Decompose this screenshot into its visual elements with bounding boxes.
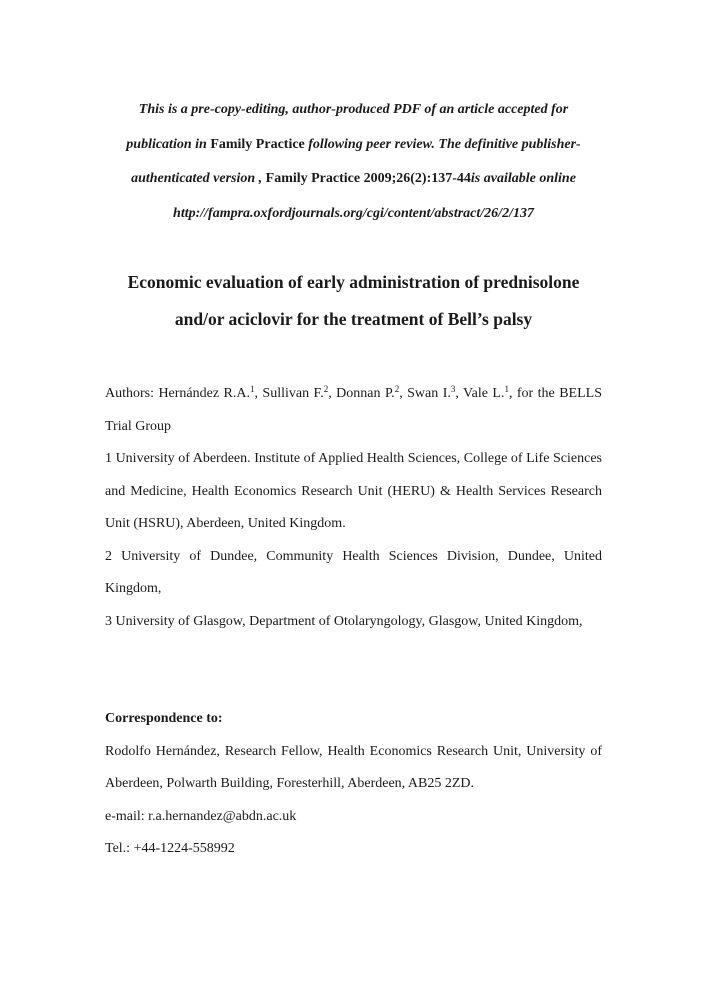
correspondence-address: Rodolfo Hernández, Research Fellow, Health Economics Research Unit, University of Aberdeen, Polwarth Building, Foresterhill, Aberdeen, AB25 2ZD. <box>105 743 602 791</box>
notice-text: This is a pre-copy-editing, author-produced PDF of an article accepted for <box>138 102 569 117</box>
title-line-2: and/or aciclovir for the treatment of Bell’s palsy <box>174 309 533 329</box>
authors-text: , Vale L. <box>455 386 505 401</box>
notice-line-3 <box>105 162 602 197</box>
authors-text: , Sullivan F. <box>254 386 324 401</box>
author-affiliation-superscript: 1 <box>249 384 255 394</box>
notice-text: publication in <box>126 136 211 152</box>
notice-text: following peer review. The definitive publisher- <box>304 136 581 152</box>
affiliation-2: 2 University of Dundee, Community Health Sciences Division, Dundee, United Kingdom, <box>105 548 602 596</box>
authors-paragraph <box>105 378 602 443</box>
notice-text: authenticated version , <box>131 171 266 186</box>
journal-name: Family Practice <box>210 136 305 152</box>
notice-text: is available online <box>470 171 576 186</box>
notice-line-1 <box>105 93 602 128</box>
author-affiliation-superscript: 3 <box>450 384 456 394</box>
correspondence-label: Correspondence to: <box>105 711 223 726</box>
authors-text: , for the BELLS Trial Group <box>105 386 602 434</box>
notice-line-2 <box>105 128 602 163</box>
correspondence-email: e-mail: r.a.hernandez@abdn.ac.uk <box>105 808 297 824</box>
author-affiliation-superscript: 2 <box>394 384 400 394</box>
author-affiliation-superscript: 1 <box>504 384 509 394</box>
affiliation-3: 3 University of Glasgow, Department of Otolaryngology, Glasgow, United Kingdom, <box>105 613 583 629</box>
author-affiliation-superscript: 2 <box>323 384 329 394</box>
journal-citation: Family Practice 2009;26(2):137-44 <box>265 171 471 186</box>
authors-text: Authors: Hernández R.A. <box>105 386 250 401</box>
title-line-1: Economic evaluation of early administration of prednisolone <box>127 272 580 292</box>
article-title <box>105 264 602 338</box>
notice-abstract-url <box>105 197 602 232</box>
correspondence-section <box>105 703 602 866</box>
url-text: http://fampra.oxfordjournals.org/cgi/content/abstract/26/2/137 <box>173 205 534 221</box>
correspondence-tel: Tel.: +44-1224-558992 <box>105 841 235 856</box>
authors-text: , Donnan P. <box>328 386 395 401</box>
preprint-notice <box>105 93 602 231</box>
authors-text: , Swan I. <box>399 386 451 401</box>
affiliation-1: 1 University of Aberdeen. Institute of Applied Health Sciences, College of Life Sciences and Medicine, Health Economics Research Unit (HERU) & Health Services Research Unit (HSRU), Aberdeen, United Kingdom. <box>105 451 602 531</box>
